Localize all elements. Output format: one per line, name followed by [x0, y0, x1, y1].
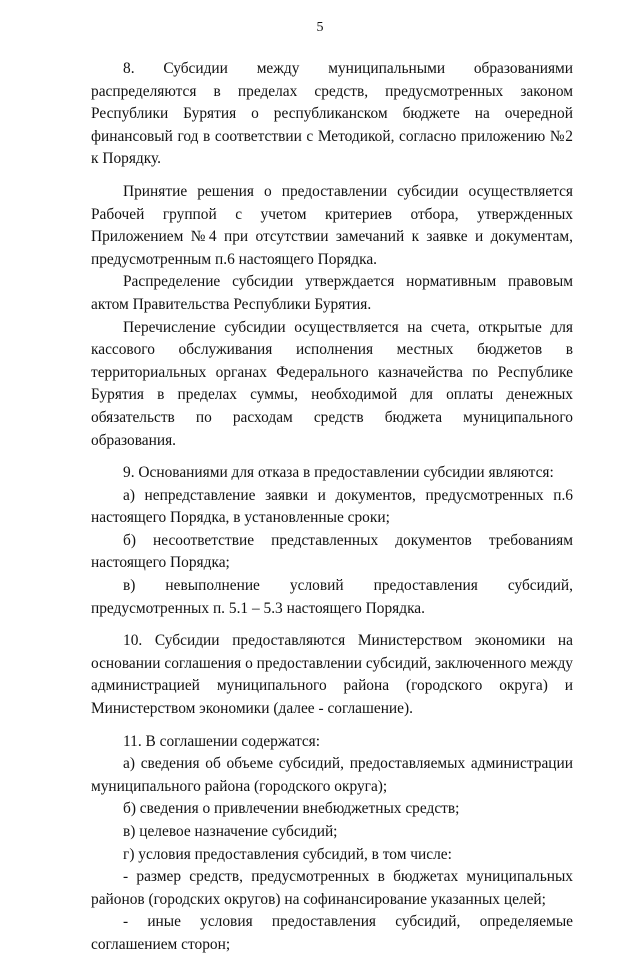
paragraph-9a: а) непредставление заявки и документов, предусмотренных п.6 настоящего Порядка, в установленные сроки;: [91, 486, 573, 527]
paragraph-9c: в) невыполнение условий предоставления субсидий, предусмотренных п. 5.1 – 5.3 настоящего Порядка.: [91, 577, 573, 617]
paragraph-9: 9. Основаниями для отказа в предоставлении субсидии являются:: [123, 464, 554, 482]
paragraph-11d-item-2: - иные условия предоставления субсидий, определяемые соглашением сторон;: [91, 913, 573, 953]
paragraph-11: 11. В соглашении содержатся:: [123, 732, 321, 750]
document-body: [91, 58, 573, 957]
paragraph-11d: г) условия предоставления субсидий, в том числе:: [123, 845, 452, 863]
paragraph-transfer: Перечисление субсидии осуществляется на счета, открытые для кассового обслуживания исполнения местных бюджетов в территориальных органах Федерального казначейства по Республике Бурятия в пределах суммы, необходимой для оплаты денежных обязательств по расходам средств бюджета муниципального образования.: [91, 318, 573, 449]
paragraph-10: 10. Субсидии предоставляются Министерством экономики на основании соглашения о предоставлении субсидий, заключенного между администрацией муниципального района (городского округа) и Министерством экономики (далее - соглашение).: [91, 632, 573, 718]
paragraph-11b: б) сведения о привлечении внебюджетных средств;: [123, 800, 460, 818]
paragraph-decision: Принятие решения о предоставлении субсидии осуществляется Рабочей группой с учетом критериев отбора, утвержденных Приложением №4 при отсутствии замечаний к заявке и документам, предусмотренным п.6 настоящего Порядка.: [91, 182, 573, 268]
page-number: 5: [316, 20, 324, 35]
paragraph-9b: б) несоответствие представленных документов требованиям настоящего Порядка;: [91, 531, 573, 572]
paragraph-distribution: Распределение субсидии утверждается нормативным правовым актом Правительства Республики Бурятия.: [91, 273, 573, 313]
paragraph-11c: в) целевое назначение субсидий;: [123, 823, 338, 840]
paragraph-11a: а) сведения об объеме субсидий, предоставляемых администрации муниципального района (городского округа);: [91, 755, 573, 795]
paragraph-11d-item-1: - размер средств, предусмотренных в бюджетах муниципальных районов (городских округов) на софинансирование указанных целей;: [91, 868, 573, 908]
paragraph-8: 8. Субсидии между муниципальными образованиями распределяются в пределах средств, предусмотренных законом Республики Бурятия о республиканском бюджете на очередной финансовый год в соответствии с Методикой, согласно приложению №2 к Порядку.: [91, 60, 573, 168]
